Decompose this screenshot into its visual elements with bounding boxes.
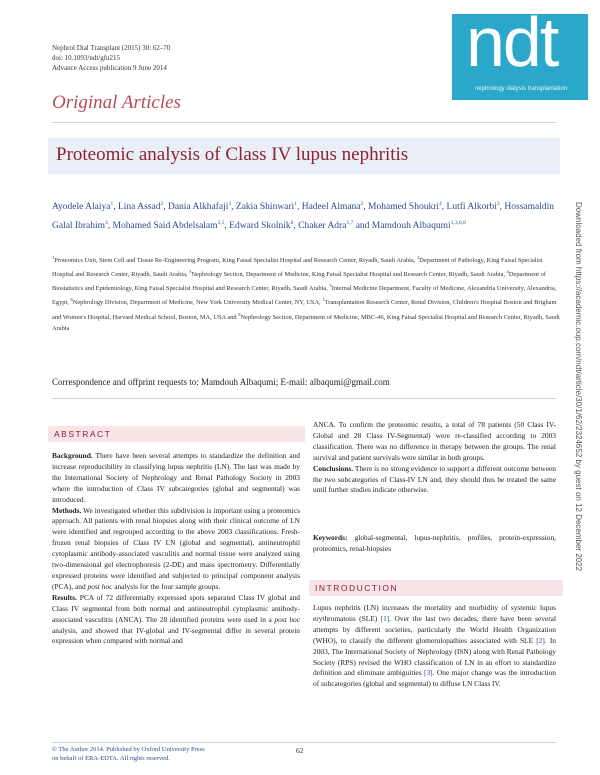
section-label: Original Articles	[52, 92, 181, 113]
copyright-line-2: on behalf of ERA-EDTA. All rights reserved.	[52, 755, 170, 762]
affiliations: $^1$Proteomics Unit, Stem Cell and Tissue Re-Engineering Program, King Faisal Specialist Hospital and Research Center, Riyadh, Saudi Arabia, $^2$Department of Pathology, King Faisal Specialist Hospital and Research Center, Riyadh, Saudi Arabia, $^3$Nephrology Section, Department of Medicine, King Faisal Specialist Hospital and Research Center, Riyadh, Saudi Arabia, $^4$Department of Biostatistics and Epidemiology, King Faisal Specialist Hospital and Research Center, Riyadh, Saudi Arabia, $^5$Internal Medicine Department, Faculty of Medicine, Alexandria University, Alexandria, Egypt, $^6$Nephrology Division, Department of Medicine, New York University Medical Center, NY, USA, $^7$Transplantation Research Center, Renal Division, Children's Hospital Boston and Brigham and Women's Hospital, Harvard Medical School, Boston, MA, USA and $^8$Nephrology Section, Department of Medicine, MBC-46, King Faisal Specialist Hospital and Research Center, Riyadh, Saudi Arabia	[52, 255, 560, 332]
download-notice[interactable]: Downloaded from https://academic.oup.com/ndt/article/30/1/62/2324652 by guest on 12 December 2022	[574, 202, 583, 572]
divider	[52, 122, 556, 123]
author-list: Ayodele Alaiya$^1$, Lina Assad$^2$, Dania Alkhafaji$^3$, Zakia Shinwari$^1$, Hadeel Almana$^2$, Mohamed Shoukri$^4$, Lutfi Alkorbi$^3$, Hossamaldin Galal Ibrahim$^3$, Mohamed Said Abdelsalam$^{3,5}$, Edward Skolnik$^6$, Chaker Adra$^{1,7}$ and Mamdouh Albaqumi$^{1,3,6,8}$	[52, 201, 555, 232]
logo-subtitle: nephrology dialysis transplantation	[474, 86, 568, 92]
abstract-left-column: Background. There have been several attempts to standardize the definition and increase reproducibility in classifying lupus nephritis (LN). The last was made by the International Society of Nephrology and Renal Pathology Society in 2003 where the introduction of Class IV subcategories (global and segmental) was introduced. Methods. We investigated whether this subdivision is important using a proteomics approach. All patients with renal biopsies along with their clinical outcome of LN were identified and regrouped according to the above 2003 classifications. Fresh-frozen renal biopsies of Class IV LN (global and segmental), antineutrophil cytoplasmic antibody-associated vasculitis and normal tissue were analyzed using two-dimensional gel electrophoresis (2-DE) and mass spectrometry. Differentially expressed proteins were identified and subjected to principal component analysis (PCA), and post hoc analysis for the four sample groups. Results. PCA of 72 differentially expressed spots separated Class IV global and Class IV segmental from both normal and antineutrophil cytoplasmic antibody-associated vasculitis (ANCA). The 28 identified proteins were used in a post hoc analysis, and showed that IV-global and IV-segmental differ in several protein expression when compared with normal and	[52, 451, 300, 646]
advance-access: Advance Access publication 9 June 2014	[52, 64, 167, 72]
journal-meta	[52, 43, 170, 73]
abstract-right-column: ANCA. To confirm the proteomic results, a total of 78 patients (50 Class IV-Global and 28 Class IV-Segmental) were re-classified according to 2003 classification. There was no difference in therapy between the groups. The renal survival and patient survivals were similar in both groups. Conclusions. There is no strong evidence to support a different outcome between the two subcategories of Class-IV LN and, they should thus be treated the same until further studies indicate otherwise.	[313, 420, 556, 495]
introduction-body: Lupus nephritis (LN) increases the mortality and morbidity of systemic lupus erythromatous (SLE) [1]. Over the last two decades, there have been several attempts by different societies, particularly the World Health Organization (WHO), to classify the different glomerulopathies associated with SLE [2]. In 2003, The International Society of Nephrology (ISN) along with Renal Pathology Society (RPS) revised the WHO classification of LN in an effort to standardize definition and eliminate ambiguities [3]. One major change was the introduction of subcategories (global and segmental) to diffuse LN Class IV.	[313, 603, 557, 689]
divider	[52, 398, 556, 399]
correspondence: Correspondence and offprint requests to: Mamdouh Albaqumi; E-mail: albaqumi@gmail.com	[52, 377, 390, 387]
download-sidebar	[571, 202, 585, 617]
divider	[52, 742, 556, 743]
article-title: Proteomic analysis of Class IV lupus nephritis	[56, 144, 409, 165]
introduction-heading: INTRODUCTION	[315, 583, 399, 593]
copyright-line-1: © The Author 2014. Published by Oxford University Press	[52, 746, 205, 753]
page-number: 62	[296, 746, 304, 755]
doi-link[interactable]: doi: 10.1093/ndt/gfu215	[52, 54, 121, 62]
abstract-heading: ABSTRACT	[54, 429, 112, 439]
logo-text: ndt	[466, 3, 558, 81]
keywords: Keywords: global-segmental, lupus-nephritis, profiles, protein-expression, proteomics, renal-biopsies	[313, 533, 556, 553]
journal-citation: Nephrol Dial Transplant (2015) 30: 62–70	[52, 44, 171, 52]
copyright	[52, 745, 205, 763]
